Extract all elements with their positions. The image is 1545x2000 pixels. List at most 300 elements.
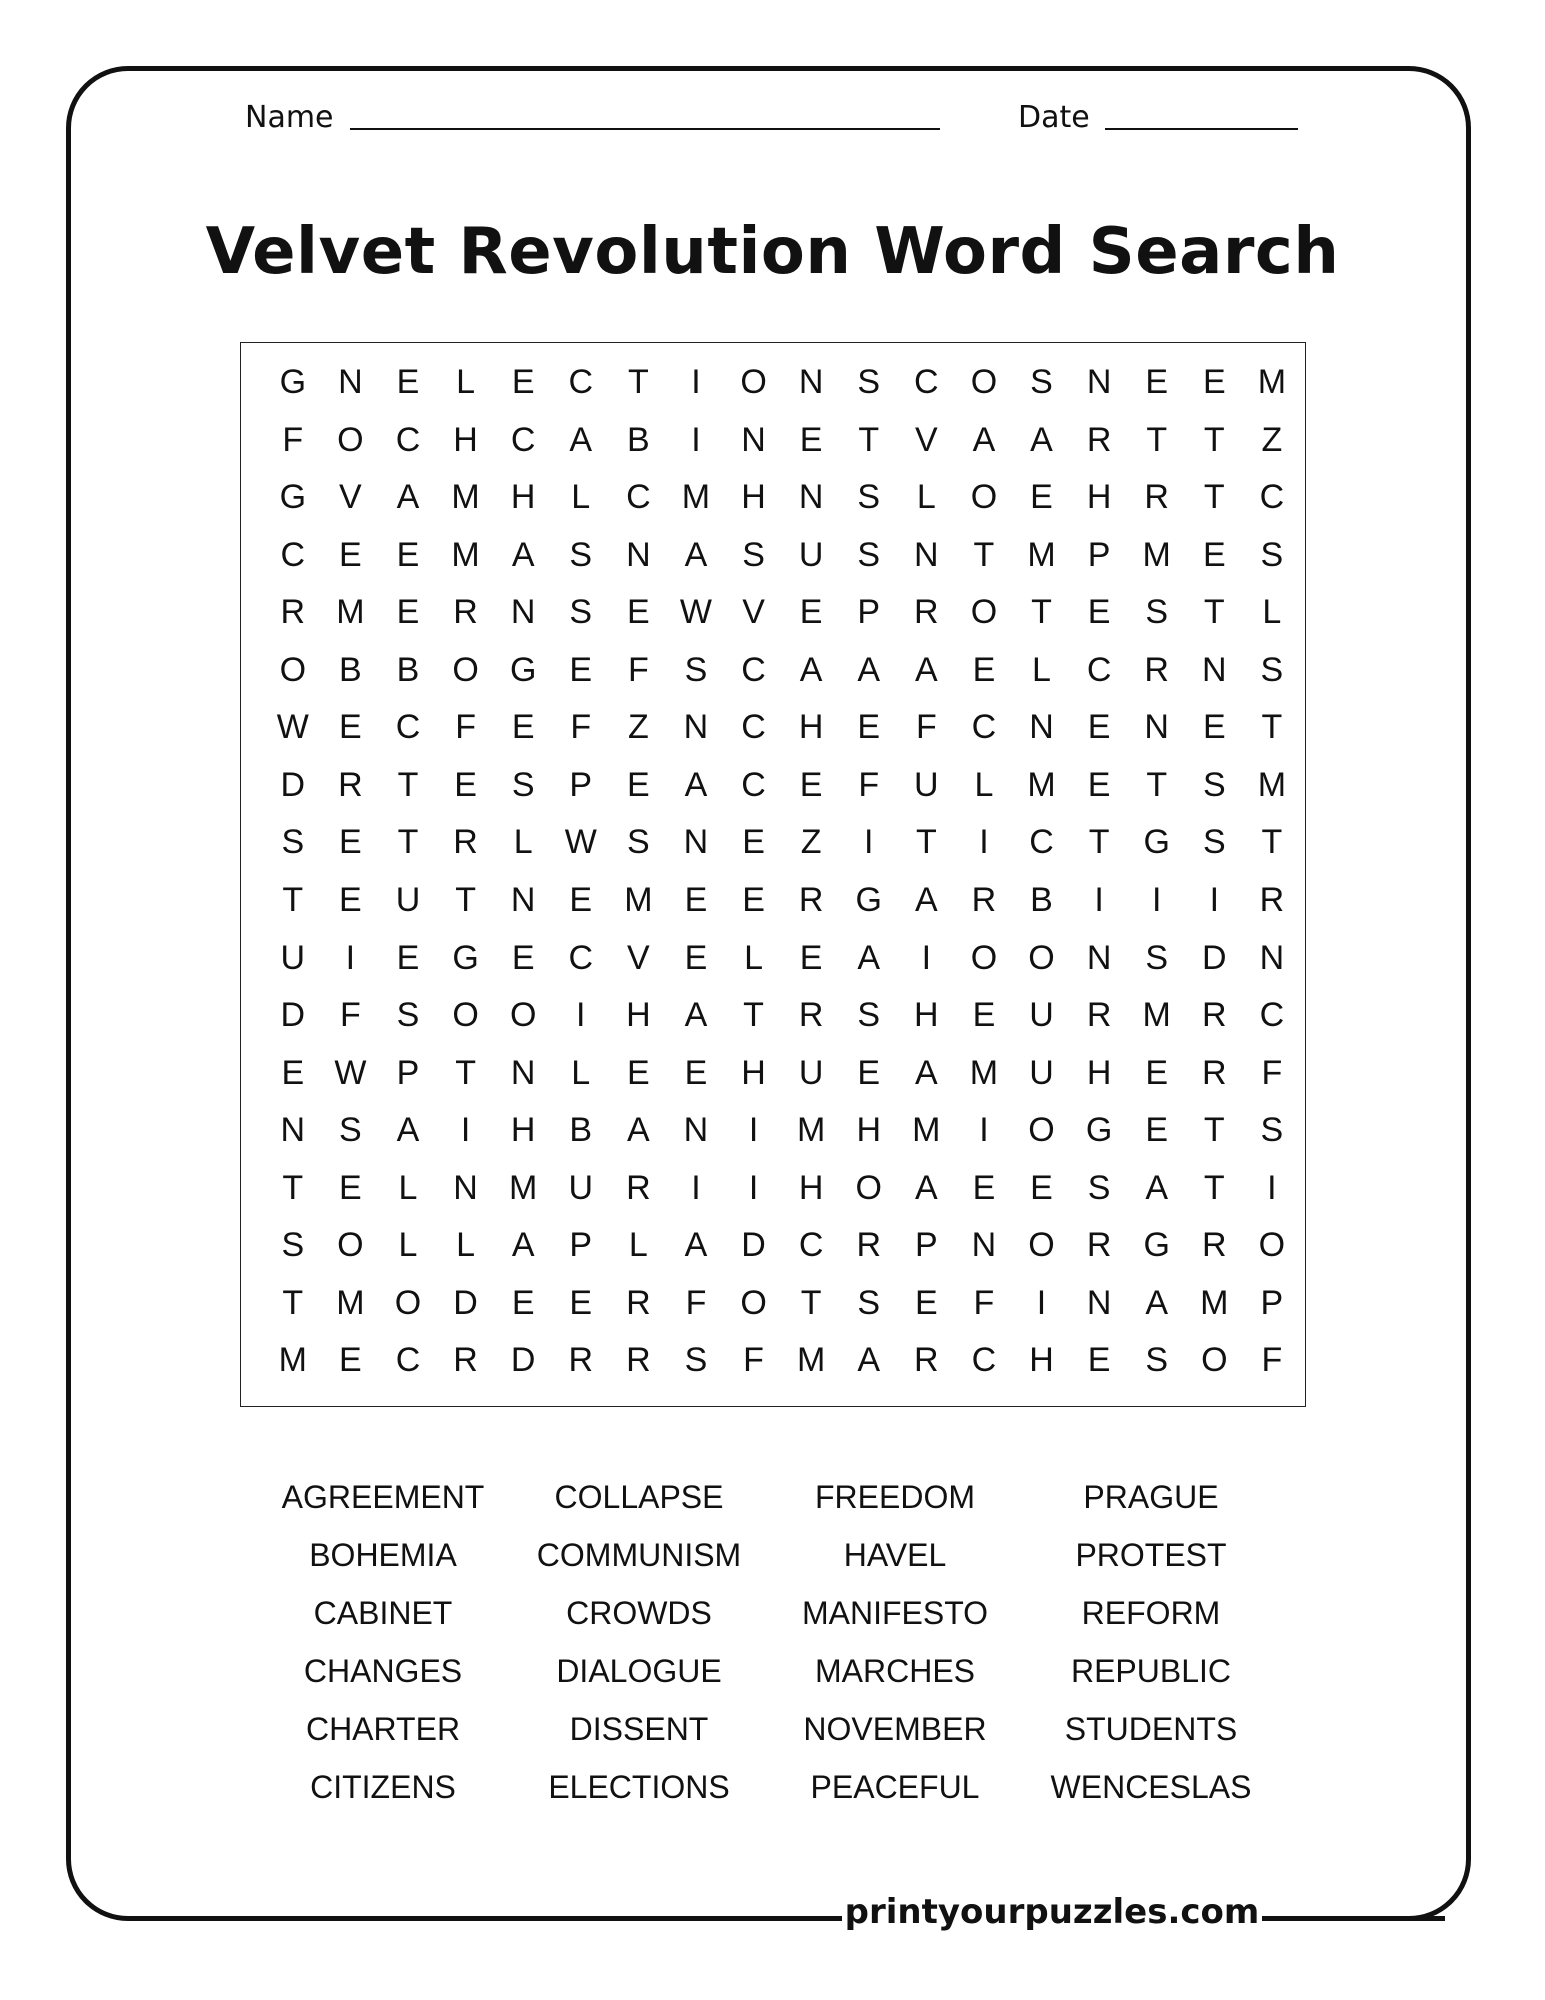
grid-letter: C <box>798 1226 824 1265</box>
word-list-item: CHARTER <box>305 1711 461 1747</box>
grid-letter: E <box>684 880 708 919</box>
grid-letter: U <box>798 535 824 574</box>
grid-letter: E <box>742 880 765 919</box>
grid-letter: T <box>1203 593 1225 632</box>
grid-letter: S <box>569 593 593 632</box>
grid-letter: E <box>1087 1341 1111 1380</box>
grid-letter: S <box>1260 535 1284 574</box>
grid-letter: W <box>334 1053 367 1092</box>
grid-letter: E <box>799 420 823 459</box>
grid-letter: M <box>336 593 365 632</box>
grid-letter: H <box>856 1111 882 1150</box>
grid-letter: C <box>741 650 766 689</box>
grid-letter: C <box>395 708 421 747</box>
grid-letter: D <box>280 765 306 804</box>
grid-letter: E <box>972 650 996 689</box>
grid-letter: E <box>569 880 593 919</box>
grid-letter: A <box>914 1053 938 1092</box>
grid-letter: I <box>576 996 586 1035</box>
grid-letter: E <box>339 708 362 747</box>
grid-row <box>264 698 1301 756</box>
grid-row <box>264 353 1301 411</box>
grid-letter: I <box>1151 880 1162 919</box>
grid-letter: N <box>338 363 363 401</box>
word-list-item: CITIZENS <box>310 1769 456 1805</box>
grid-letter: T <box>627 363 649 401</box>
grid-letter: E <box>1145 1111 1169 1150</box>
grid-letter: O <box>279 650 307 689</box>
grid-letter: A <box>1145 1283 1169 1322</box>
grid-letter: D <box>280 996 306 1035</box>
grid-row <box>264 411 1301 469</box>
word-list-item: PEACEFUL <box>810 1769 980 1805</box>
grid-letter: R <box>626 1283 651 1322</box>
footer <box>0 1888 1545 1948</box>
grid-letter: M <box>1027 765 1056 804</box>
grid-letter: A <box>1030 420 1053 459</box>
grid-row <box>264 1216 1301 1274</box>
grid-letter: E <box>799 593 823 632</box>
grid-letter: I <box>691 1168 701 1207</box>
grid-letter: C <box>280 535 306 574</box>
grid-letter: R <box>338 765 363 804</box>
grid-letter: T <box>743 996 764 1035</box>
grid-letter: G <box>1143 823 1170 862</box>
grid-letter: O <box>740 1283 767 1322</box>
grid-letter: F <box>282 420 304 459</box>
grid-letter: S <box>742 535 765 574</box>
grid-letter: W <box>679 593 712 632</box>
grid-letter: U <box>280 938 306 977</box>
grid-letter: E <box>857 1053 881 1092</box>
grid-letter: A <box>1145 1168 1169 1207</box>
grid-letter: F <box>685 1283 707 1322</box>
grid-letter: T <box>800 1283 822 1322</box>
grid-letter: O <box>509 996 537 1035</box>
grid-letter: T <box>1203 420 1225 459</box>
grid-letter: L <box>571 1053 591 1092</box>
grid-row <box>264 871 1301 929</box>
grid-letter: E <box>511 938 535 977</box>
grid-letter: I <box>1094 880 1104 919</box>
grid-letter: H <box>1029 1341 1054 1380</box>
word-list-item: ELECTIONS <box>548 1769 730 1805</box>
grid-letter: M <box>1257 363 1287 401</box>
grid-row <box>264 1101 1301 1159</box>
grid-letter: A <box>627 1111 650 1150</box>
grid-letter: F <box>858 765 880 804</box>
grid-letter: P <box>569 1226 593 1265</box>
grid-letter: F <box>915 708 937 747</box>
grid-letter: L <box>1262 593 1282 632</box>
grid-letter: E <box>396 593 420 632</box>
grid-letter: E <box>1202 363 1226 401</box>
grid-letter: C <box>971 1341 997 1380</box>
grid-row <box>264 1159 1301 1217</box>
grid-letter: L <box>513 823 533 862</box>
grid-letter: R <box>1202 1226 1227 1265</box>
grid-letter: H <box>914 996 939 1035</box>
grid-letter: H <box>626 996 651 1035</box>
grid-letter: S <box>281 823 305 862</box>
grid-letter: E <box>1030 478 1053 517</box>
grid-letter: R <box>280 593 306 632</box>
grid-letter: E <box>799 765 823 804</box>
grid-letter: W <box>276 708 309 747</box>
word-list <box>255 1468 1280 1816</box>
grid-letter: N <box>741 420 766 459</box>
grid-letter: F <box>973 1283 995 1322</box>
grid-letter: H <box>741 1053 766 1092</box>
grid-letter: H <box>453 420 478 459</box>
grid-row <box>264 813 1301 871</box>
grid-letter: S <box>684 1341 708 1380</box>
grid-letter: E <box>281 1053 305 1092</box>
grid-letter: S <box>627 823 650 862</box>
word-list-item: COLLAPSE <box>554 1479 724 1515</box>
grid-letter: N <box>453 1168 478 1207</box>
grid-letter: A <box>684 1226 708 1265</box>
grid-letter: Z <box>627 708 649 747</box>
grid-letter: B <box>1030 880 1053 919</box>
grid-letter: N <box>280 1111 306 1150</box>
grid-letter: C <box>914 363 939 401</box>
grid-letter: M <box>796 1341 826 1380</box>
grid-letter: C <box>741 708 766 747</box>
grid-letter: N <box>1086 363 1112 401</box>
date-line <box>1105 128 1298 130</box>
grid-letter: T <box>858 420 880 459</box>
word-list-item: DISSENT <box>569 1711 709 1747</box>
word-list-item: FREEDOM <box>815 1479 975 1515</box>
grid-letter: P <box>1260 1283 1284 1322</box>
grid-letter: E <box>972 996 996 1035</box>
word-list-item: COMMUNISM <box>536 1537 742 1573</box>
grid-letter: T <box>1203 478 1225 517</box>
grid-letter: N <box>510 880 536 919</box>
grid-letter: N <box>1259 938 1285 977</box>
grid-letter: F <box>1261 1341 1283 1380</box>
grid-letter: D <box>453 1283 478 1322</box>
grid-letter: S <box>1260 1111 1284 1150</box>
grid-letter: R <box>856 1226 882 1265</box>
grid-letter: E <box>569 1283 593 1322</box>
grid-letter: D <box>1202 938 1227 977</box>
grid-letter: M <box>1027 535 1056 574</box>
grid-letter: C <box>1259 478 1285 517</box>
grid-letter: S <box>1260 650 1284 689</box>
grid-letter: V <box>627 938 650 977</box>
name-line <box>350 128 940 130</box>
grid-letter: A <box>857 650 881 689</box>
grid-letter: I <box>1267 1168 1277 1207</box>
grid-letter: F <box>743 1341 764 1380</box>
grid-letter: F <box>455 708 476 747</box>
grid-letter: U <box>395 880 421 919</box>
grid-letter: I <box>345 938 356 977</box>
grid-letter: E <box>914 1283 938 1322</box>
grid-letter: E <box>1087 765 1111 804</box>
grid-letter: O <box>394 1283 422 1322</box>
grid-letter: T <box>282 880 304 919</box>
grid-letter: R <box>1086 996 1112 1035</box>
grid-letter: T <box>397 823 419 862</box>
grid-letter: L <box>628 1226 648 1265</box>
grid-letter: R <box>626 1168 651 1207</box>
grid-letter: H <box>1086 478 1112 517</box>
grid-letter: O <box>452 650 479 689</box>
grid-letter: E <box>1202 535 1226 574</box>
grid-letter: G <box>452 938 479 977</box>
grid-letter: C <box>1029 823 1054 862</box>
grid-letter: N <box>1086 1283 1112 1322</box>
grid-letter: M <box>1200 1283 1229 1322</box>
grid-letter: B <box>339 650 362 689</box>
grid-letter: M <box>1142 535 1171 574</box>
name-date-row <box>245 100 1305 140</box>
grid-letter: M <box>912 1111 941 1150</box>
grid-letter: C <box>510 420 536 459</box>
grid-letter: C <box>568 938 594 977</box>
grid-letter: A <box>914 650 938 689</box>
grid-letter: U <box>798 1053 824 1092</box>
grid-letter: M <box>451 535 480 574</box>
grid-letter: P <box>914 1226 938 1265</box>
grid-letter: N <box>1202 650 1227 689</box>
grid-row <box>264 929 1301 987</box>
grid-letter: R <box>1202 996 1227 1035</box>
grid-letter: S <box>857 363 881 401</box>
grid-letter: E <box>339 535 362 574</box>
grid-letter: N <box>683 708 709 747</box>
grid-letter: O <box>970 938 998 977</box>
grid-letter: I <box>864 823 874 862</box>
grid-letter: E <box>1202 708 1226 747</box>
grid-letter: R <box>971 880 997 919</box>
grid-letter: R <box>1202 1053 1227 1092</box>
grid-letter: B <box>396 650 420 689</box>
grid-letter: N <box>798 363 824 401</box>
grid-letter: H <box>798 1168 824 1207</box>
grid-row <box>264 756 1301 814</box>
grid-letter: O <box>970 593 998 632</box>
grid-letter: E <box>857 708 881 747</box>
grid-letter: E <box>1087 708 1111 747</box>
grid-row <box>264 986 1301 1044</box>
grid-letter: S <box>1030 363 1053 401</box>
grid-letter: F <box>570 708 592 747</box>
word-list-item: CHANGES <box>303 1653 463 1689</box>
word-list-item: CROWDS <box>566 1595 712 1631</box>
grid-letter: E <box>1145 1053 1169 1092</box>
grid-letter: T <box>1203 1111 1225 1150</box>
grid-letter: T <box>1261 823 1283 862</box>
grid-letter: E <box>684 1053 708 1092</box>
grid-letter: R <box>914 593 939 632</box>
grid-row <box>264 1274 1301 1332</box>
grid-letter: C <box>395 420 421 459</box>
grid-letter: N <box>971 1226 997 1265</box>
grid-letter: O <box>970 363 998 401</box>
grid-letter: T <box>455 1053 476 1092</box>
grid-letter: I <box>1036 1283 1047 1322</box>
grid-letter: O <box>1028 1111 1055 1150</box>
grid-letter: A <box>569 420 593 459</box>
grid-letter: A <box>914 880 938 919</box>
grid-letter: E <box>1145 363 1169 401</box>
grid-letter: S <box>857 1283 881 1322</box>
grid-row <box>264 1044 1301 1102</box>
grid-letter: O <box>1258 1226 1286 1265</box>
grid-letter: W <box>564 823 597 862</box>
grid-letter: H <box>510 478 536 517</box>
grid-letter: N <box>510 593 536 632</box>
word-list-item: HAVEL <box>843 1537 947 1573</box>
footer-line-right <box>1265 1916 1445 1921</box>
grid-letter: L <box>916 478 936 517</box>
grid-letter: E <box>1030 1168 1053 1207</box>
word-list-item: AGREEMENT <box>281 1479 485 1515</box>
grid-letter: C <box>741 765 766 804</box>
grid-letter: D <box>510 1341 536 1380</box>
grid-letter: E <box>627 593 650 632</box>
grid-letter: R <box>914 1341 939 1380</box>
word-list-item: NOVEMBER <box>803 1711 987 1747</box>
grid-letter: O <box>452 996 479 1035</box>
grid-letter: I <box>921 938 932 977</box>
grid-letter: N <box>683 823 709 862</box>
grid-letter: C <box>1259 996 1285 1035</box>
word-list-item: REFORM <box>1081 1595 1221 1631</box>
grid-letter: I <box>691 363 701 401</box>
grid-letter: R <box>798 880 824 919</box>
grid-letter: C <box>971 708 997 747</box>
grid-letter: E <box>396 363 420 401</box>
word-list-item: STUDENTS <box>1064 1711 1238 1747</box>
grid-letter: E <box>1087 593 1111 632</box>
word-list-item: CABINET <box>313 1595 453 1631</box>
grid-letter: O <box>1201 1341 1228 1380</box>
grid-letter: H <box>741 478 766 517</box>
grid-letter: M <box>278 1341 307 1380</box>
grid-letter: E <box>972 1168 996 1207</box>
grid-letter: T <box>282 1283 304 1322</box>
grid-letter: S <box>396 996 420 1035</box>
grid-letter: T <box>1146 765 1168 804</box>
grid-letter: T <box>397 765 419 804</box>
grid-letter: E <box>339 823 362 862</box>
grid-letter: S <box>857 535 881 574</box>
word-list-item: WENCESLAS <box>1050 1769 1252 1805</box>
word-list-item: PROTEST <box>1075 1537 1227 1573</box>
grid-letter: A <box>511 1226 535 1265</box>
grid-letter: O <box>1028 938 1055 977</box>
word-list-item: REPUBLIC <box>1070 1653 1232 1689</box>
grid-letter: B <box>627 420 650 459</box>
grid-letter: N <box>683 1111 709 1150</box>
grid-letter: F <box>340 996 361 1035</box>
grid-letter: A <box>857 938 881 977</box>
footer-site: printyourpuzzles.com <box>842 1892 1262 1932</box>
grid-letter: R <box>1144 478 1169 517</box>
grid-letter: M <box>451 478 480 517</box>
grid-letter: P <box>396 1053 420 1092</box>
grid-letter: G <box>855 880 882 919</box>
grid-letter: I <box>748 1168 759 1207</box>
grid-row <box>264 468 1301 526</box>
grid-letter: S <box>1202 765 1226 804</box>
grid-letter: T <box>455 880 476 919</box>
grid-letter: R <box>1086 420 1112 459</box>
name-label: Name <box>245 100 334 135</box>
grid-letter: E <box>454 765 477 804</box>
grid-letter: L <box>974 765 994 804</box>
grid-letter: M <box>1257 765 1287 804</box>
grid-letter: U <box>1029 1053 1054 1092</box>
grid-letter: B <box>569 1111 593 1150</box>
grid-letter: H <box>1086 1053 1112 1092</box>
grid-letter: A <box>396 478 420 517</box>
grid-letter: R <box>1086 1226 1112 1265</box>
grid-letter: L <box>398 1226 418 1265</box>
grid-letter: U <box>568 1168 594 1207</box>
grid-letter: I <box>691 420 701 459</box>
grid-letter: R <box>568 1341 594 1380</box>
grid-letter: N <box>798 478 824 517</box>
grid-letter: L <box>571 478 591 517</box>
grid-letter: L <box>1032 650 1051 689</box>
word-list-item: BOHEMIA <box>309 1537 457 1573</box>
grid-letter: S <box>1202 823 1226 862</box>
grid-letter: Z <box>800 823 822 862</box>
grid-letter: H <box>510 1111 536 1150</box>
grid-letter: G <box>1143 1226 1170 1265</box>
grid-letter: A <box>511 535 535 574</box>
grid-row <box>264 526 1301 584</box>
grid-letter: A <box>857 1341 881 1380</box>
grid-letter: I <box>460 1111 471 1150</box>
grid-letter: O <box>1028 1226 1055 1265</box>
grid-letter: T <box>1261 708 1283 747</box>
word-list-item: MANIFESTO <box>801 1595 989 1631</box>
grid-letter: L <box>744 938 763 977</box>
grid-letter: E <box>339 1168 362 1207</box>
grid-letter: V <box>742 593 765 632</box>
grid-letter: F <box>627 650 649 689</box>
grid-letter: S <box>339 1111 362 1150</box>
grid-letter: M <box>969 1053 999 1092</box>
grid-letter: R <box>453 1341 478 1380</box>
word-list-item: MARCHES <box>814 1653 975 1689</box>
grid-letter: P <box>569 765 593 804</box>
grid-letter: E <box>627 765 650 804</box>
grid-letter: Z <box>1261 420 1283 459</box>
grid-letter: N <box>1029 708 1054 747</box>
grid-letter: E <box>627 1053 650 1092</box>
grid-letter: E <box>396 535 420 574</box>
grid-letter: P <box>857 593 881 632</box>
grid-letter: A <box>396 1111 420 1150</box>
grid-letter: S <box>1145 1341 1169 1380</box>
grid-letter: H <box>798 708 824 747</box>
grid-letter: O <box>740 363 767 401</box>
grid-letter: T <box>282 1168 304 1207</box>
grid-letter: E <box>339 1341 362 1380</box>
grid-letter: E <box>339 880 362 919</box>
grid-letter: I <box>979 823 989 862</box>
grid-letter: M <box>1142 996 1171 1035</box>
grid-letter: T <box>1203 1168 1225 1207</box>
